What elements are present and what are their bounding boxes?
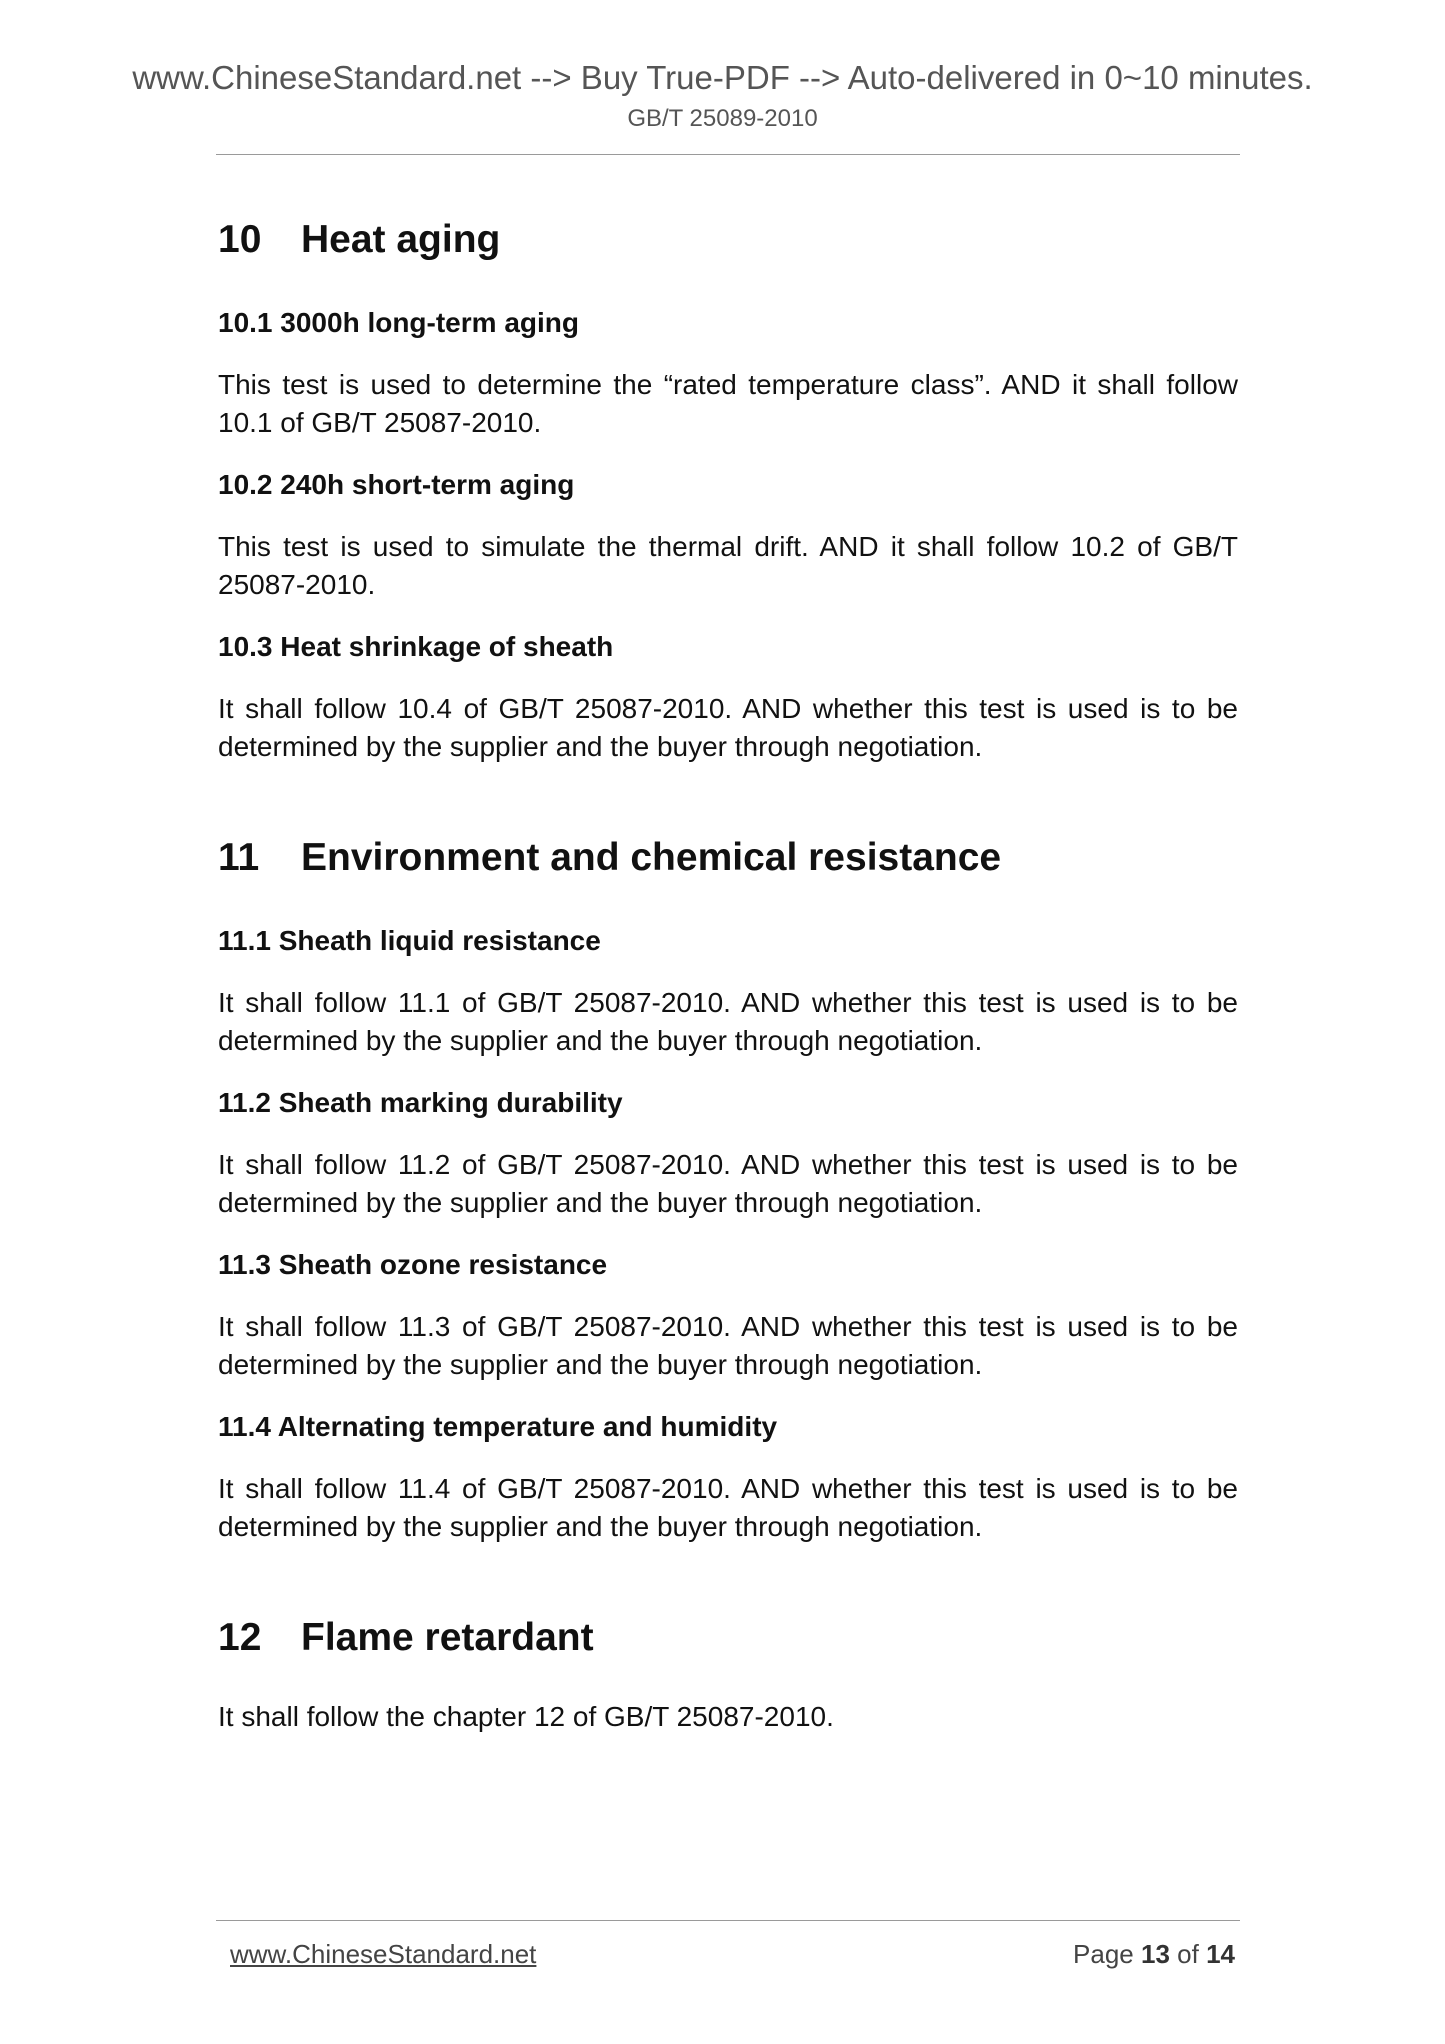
subsection-heading: 11.2 Sheath marking durability bbox=[218, 1087, 623, 1118]
paragraph: It shall follow 11.4 of GB/T 25087-2010. AND whether this test is used is to be determined by the supplier and the buyer through negotiation. bbox=[218, 1473, 1238, 1542]
paragraph: This test is used to determine the “rated temperature class”. AND it shall follow 10.1 of GB/T 25087-2010. bbox=[218, 369, 1238, 438]
paragraph: It shall follow 11.2 of GB/T 25087-2010. AND whether this test is used is to be determined by the supplier and the buyer through negotiation. bbox=[218, 1149, 1238, 1218]
footer-site-link[interactable]: www.ChineseStandard.net bbox=[230, 1939, 537, 1969]
section-heading: 12 Flame retardant bbox=[218, 1616, 594, 1659]
section-12 bbox=[218, 1598, 1238, 1736]
section-heading: 11 Environment and chemical resistance bbox=[218, 836, 1002, 879]
subsection-heading: 11.4 Alternating temperature and humidity bbox=[218, 1411, 778, 1442]
subsection-heading: 11.3 Sheath ozone resistance bbox=[218, 1249, 608, 1280]
footer-divider bbox=[216, 1920, 1240, 1921]
section-heading: 10 Heat aging bbox=[218, 218, 501, 261]
section-10 bbox=[218, 200, 1238, 766]
document-code: GB/T 25089-2010 bbox=[627, 105, 818, 132]
paragraph: It shall follow the chapter 12 of GB/T 25087-2010. bbox=[218, 1701, 834, 1732]
header-divider bbox=[216, 154, 1240, 155]
paragraph: It shall follow 11.3 of GB/T 25087-2010. AND whether this test is used is to be determined by the supplier and the buyer through negotiation. bbox=[218, 1311, 1238, 1380]
subsection-heading: 10.2 240h short-term aging bbox=[218, 469, 575, 500]
paragraph: It shall follow 10.4 of GB/T 25087-2010. AND whether this test is used is to be determined by the supplier and the buyer through negotiation. bbox=[218, 693, 1238, 762]
page-number: Page 13 of 14 bbox=[1073, 1939, 1235, 1969]
header-banner: www.ChineseStandard.net --> Buy True-PDF --> Auto-delivered in 0~10 minutes. bbox=[132, 59, 1313, 96]
page-content bbox=[218, 200, 1238, 1736]
section-11 bbox=[218, 818, 1238, 1546]
subsection-heading: 10.3 Heat shrinkage of sheath bbox=[218, 631, 614, 662]
subsection-heading: 10.1 3000h long-term aging bbox=[218, 307, 579, 338]
paragraph: It shall follow 11.1 of GB/T 25087-2010. AND whether this test is used is to be determined by the supplier and the buyer through negotiation. bbox=[218, 987, 1238, 1056]
paragraph: This test is used to simulate the thermal drift. AND it shall follow 10.2 of GB/T 25087-2010. bbox=[218, 531, 1238, 600]
subsection-heading: 11.1 Sheath liquid resistance bbox=[218, 925, 601, 956]
